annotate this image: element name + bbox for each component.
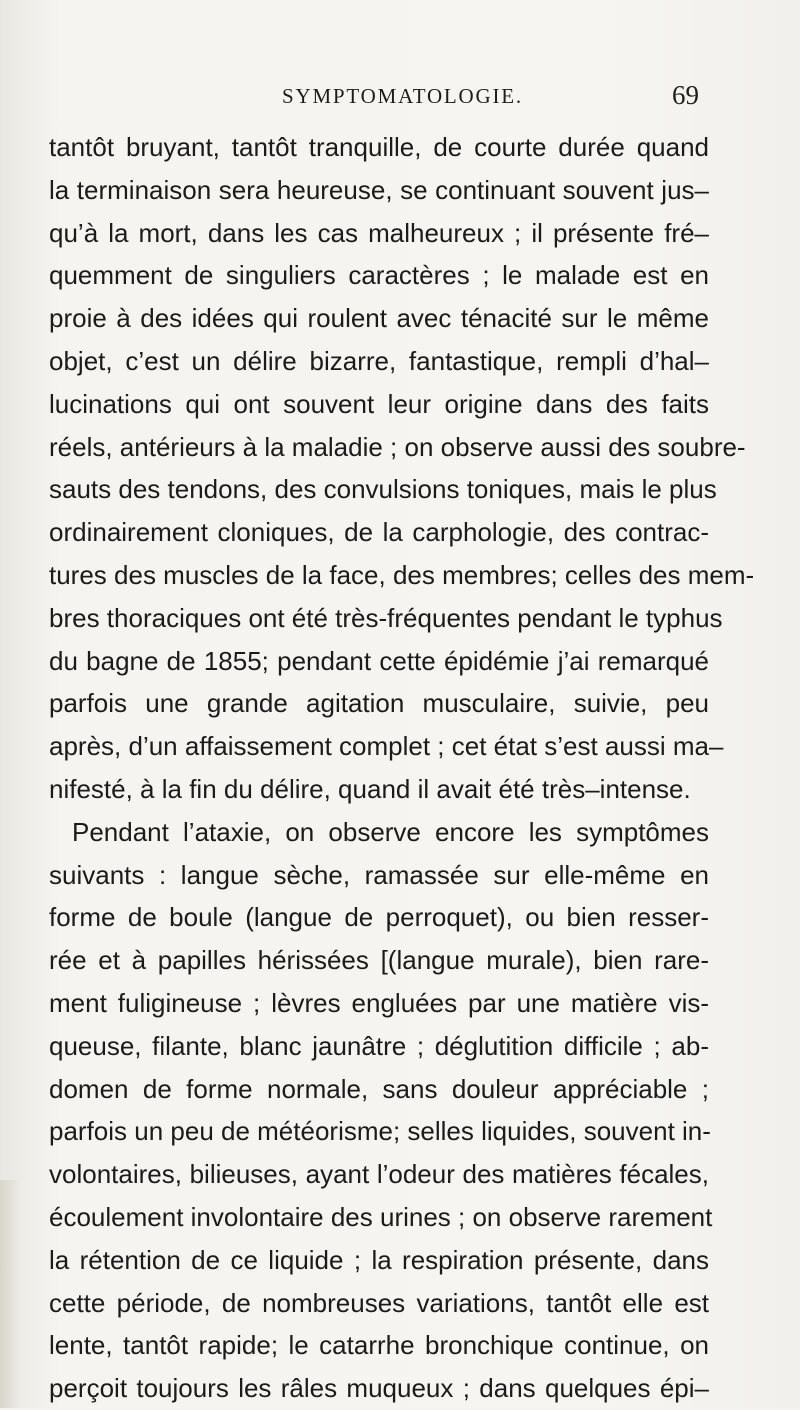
text-line: parfois une grande agitation musculaire, suivie, peu [49, 688, 709, 719]
text-line: parfois un peu de météorisme; selles liquides, souvent in- [49, 1116, 711, 1147]
text-line: suivants : langue sèche, ramassée sur elle-même en [49, 859, 709, 890]
text-line: rée et à papilles hérissées [(langue murale), bien rare- [49, 945, 709, 976]
text-line: la terminaison sera heureuse, se continuant souvent jus– [49, 174, 709, 205]
text-line: perçoit toujours les râles muqueux ; dans quelques épi– [49, 1373, 709, 1404]
text-line: queuse, filante, blanc jaunâtre ; déglutition difficile ; ab- [49, 1030, 709, 1061]
binding-shadow [0, 1180, 20, 1408]
text-line: proie à des idées qui roulent avec ténacité sur le même [49, 303, 709, 334]
page-header [0, 80, 800, 118]
text-line: objet, c’est un délire bizarre, fantastique, rempli d’hal– [49, 345, 709, 376]
text-line: forme de boule (langue de perroquet), ou bien resser- [49, 902, 709, 933]
paragraph-end-line: nifesté, à la fin du délire, quand il avait été très–intense. [49, 773, 691, 804]
text-line: écoulement involontaire des urines ; on observe rarement [49, 1201, 713, 1232]
running-head: SYMPTOMATOLOGIE. [282, 84, 523, 108]
paragraph-first-line: Pendant l’ataxie, on observe encore les symptômes [72, 816, 709, 847]
body-text [49, 126, 755, 1410]
text-line: ment fuligineuse ; lèvres engluées par une matière vis- [49, 987, 709, 1018]
text-line: volontaires, bilieuses, ayant l’odeur des matières fécales, [49, 1159, 709, 1190]
page-number: 69 [672, 80, 699, 110]
text-line: après, d’un affaissement complet ; cet état s’est aussi ma– [49, 731, 724, 762]
text-line: ordinairement cloniques, de la carphologie, des contrac- [49, 517, 709, 548]
text-line: cette période, de nombreuses variations, tantôt elle est [49, 1287, 709, 1318]
text-line: quemment de singuliers caractères ; le malade est en [49, 260, 709, 291]
text-line: réels, antérieurs à la maladie ; on observe aussi des soubre- [49, 431, 746, 462]
text-line: bres thoraciques ont été très-fréquentes pendant le typhus [49, 602, 723, 633]
text-line: qu’à la mort, dans les cas malheureux ; il présente fré– [49, 217, 709, 248]
text-line: sauts des tendons, des convulsions toniques, mais le plus [49, 474, 717, 505]
text-line: lente, tantôt rapide; le catarrhe bronchique continue, on [49, 1330, 709, 1361]
text-line: du bagne de 1855; pendant cette épidémie j’ai remarqué [49, 645, 709, 676]
text-line: domen de forme normale, sans douleur appréciable ; [49, 1073, 709, 1104]
text-line: lucinations qui ont souvent leur origine dans des faits [49, 388, 709, 419]
text-line: tantôt bruyant, tantôt tranquille, de courte durée quand [49, 132, 709, 162]
text-line: tures des muscles de la face, des membres; celles des mem- [49, 559, 755, 590]
text-line: la rétention de ce liquide ; la respiration présente, dans [49, 1244, 709, 1275]
